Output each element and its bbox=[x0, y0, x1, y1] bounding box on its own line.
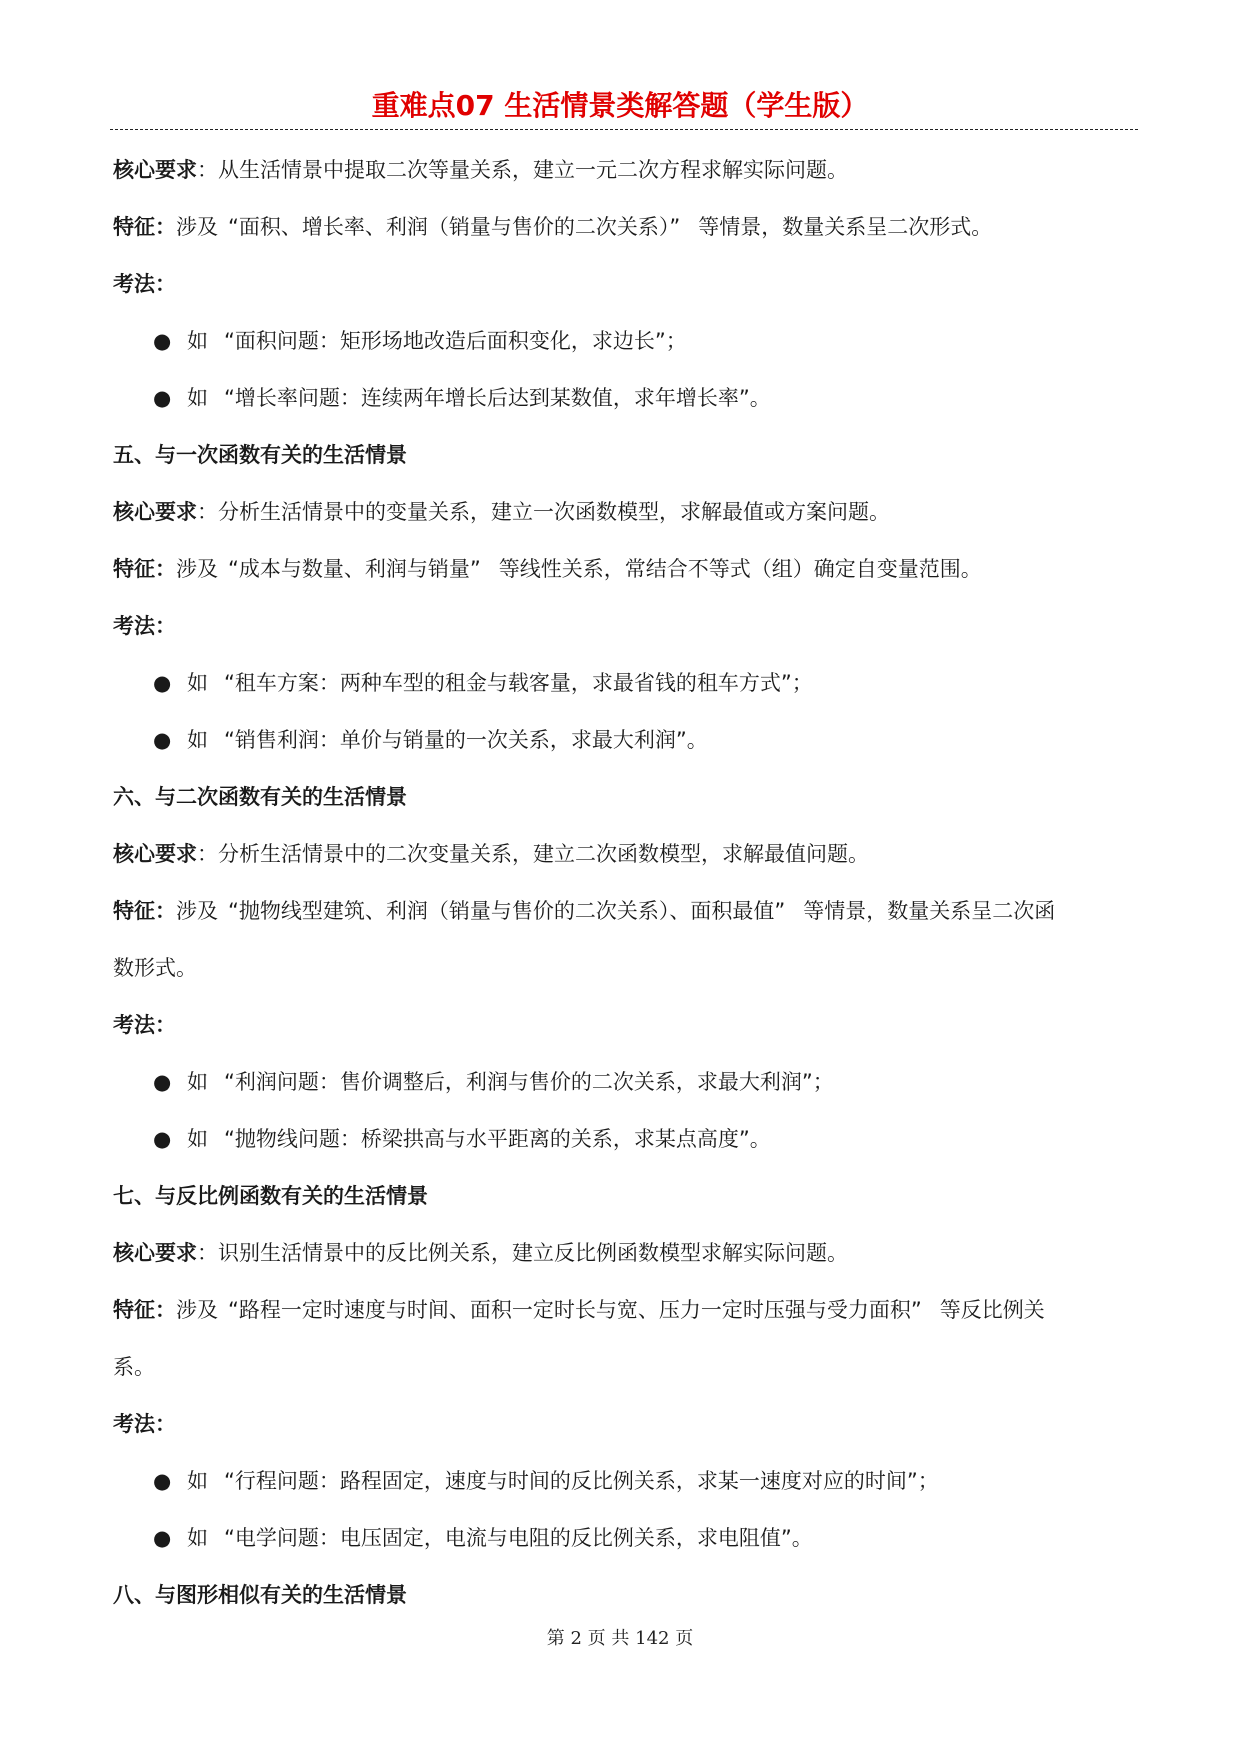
feature-quote: “抛物线型建筑、利润（销量与售价的二次关系）、面积最值” bbox=[228, 899, 786, 923]
list-item: ● 如 “电学问题：电压固定，电流与电阻的反比例关系，求电阻值”。 bbox=[113, 1510, 1133, 1567]
core-text: 从生活情景中提取二次等量关系，建立一元二次方程求解实际问题。 bbox=[218, 158, 848, 182]
page-title: 重难点07 生活情景类解答题（学生版） bbox=[371, 89, 869, 122]
feature-label: 特征： bbox=[113, 899, 176, 923]
list-item: ● 如 “销售利润：单价与销量的一次关系，求最大利润”。 bbox=[113, 712, 1133, 769]
list-item: ● 如 “利润问题：售价调整后，利润与售价的二次关系，求最大利润”； bbox=[113, 1054, 1133, 1111]
feature-label: 特征： bbox=[113, 1298, 176, 1322]
core-label: 核心要求 bbox=[113, 500, 197, 524]
core-label: 核心要求 bbox=[113, 158, 197, 182]
method-label: 考法： bbox=[113, 1013, 176, 1037]
section-heading-6: 六、与二次函数有关的生活情景 bbox=[113, 785, 407, 809]
list-item: ● 如 “增长率问题：连续两年增长后达到某数值，求年增长率”。 bbox=[113, 370, 1133, 427]
feature-line: 特征：涉及 “面积、增长率、利润（销量与售价的二次关系）” 等情景，数量关系呈二次形式。 bbox=[113, 215, 993, 239]
document-body bbox=[113, 142, 1133, 1624]
core-text: 分析生活情景中的变量关系，建立一次函数模型，求解最值或方案问题。 bbox=[218, 500, 890, 524]
method-label: 考法： bbox=[113, 614, 176, 638]
method-label: 考法： bbox=[113, 1412, 176, 1436]
bullet-icon: ● bbox=[153, 329, 172, 353]
core-requirement-line: 核心要求：从生活情景中提取二次等量关系，建立一元二次方程求解实际问题。 bbox=[113, 158, 848, 182]
bullet-icon: ● bbox=[153, 1127, 172, 1151]
section-heading-5: 五、与一次函数有关的生活情景 bbox=[113, 443, 407, 467]
bullet-icon: ● bbox=[153, 1070, 172, 1094]
section-heading-7: 七、与反比例函数有关的生活情景 bbox=[113, 1184, 428, 1208]
core-requirement-line: 核心要求：分析生活情景中的二次变量关系，建立二次函数模型，求解最值问题。 bbox=[113, 842, 869, 866]
core-requirement-line: 核心要求：识别生活情景中的反比例关系，建立反比例函数模型求解实际问题。 bbox=[113, 1241, 848, 1265]
core-label: 核心要求 bbox=[113, 842, 197, 866]
bullet-icon: ● bbox=[153, 1526, 172, 1550]
list-item: ● 如 “面积问题：矩形场地改造后面积变化，求边长”； bbox=[113, 313, 1133, 370]
core-requirement-line: 核心要求：分析生活情景中的变量关系，建立一次函数模型，求解最值或方案问题。 bbox=[113, 500, 890, 524]
section-heading-8: 八、与图形相似有关的生活情景 bbox=[113, 1583, 407, 1607]
list-item: ● 如 “行程问题：路程固定，速度与时间的反比例关系，求某一速度对应的时间”； bbox=[113, 1453, 1133, 1510]
feature-line-continued: 系。 bbox=[113, 1355, 155, 1379]
feature-line: 特征：涉及 “抛物线型建筑、利润（销量与售价的二次关系）、面积最值” 等情景，数量关系呈二次函 bbox=[113, 899, 1056, 923]
core-text: 分析生活情景中的二次变量关系，建立二次函数模型，求解最值问题。 bbox=[218, 842, 869, 866]
feature-label: 特征： bbox=[113, 557, 176, 581]
page-number: 第 2 页 共 142 页 bbox=[546, 1628, 694, 1649]
bullet-icon: ● bbox=[153, 386, 172, 410]
feature-line: 特征：涉及 “成本与数量、利润与销量” 等线性关系，常结合不等式（组）确定自变量范围。 bbox=[113, 557, 982, 581]
core-text: 识别生活情景中的反比例关系，建立反比例函数模型求解实际问题。 bbox=[218, 1241, 848, 1265]
feature-label: 特征： bbox=[113, 215, 176, 239]
list-item: ● 如 “租车方案：两种车型的租金与载客量，求最省钱的租车方式”； bbox=[113, 655, 1133, 712]
bullet-icon: ● bbox=[153, 1469, 172, 1493]
feature-quote: “面积、增长率、利润（销量与售价的二次关系）” bbox=[228, 215, 681, 239]
core-label: 核心要求 bbox=[113, 1241, 197, 1265]
feature-quote: “路程一定时速度与时间、面积一定时长与宽、压力一定时压强与受力面积” bbox=[228, 1298, 922, 1322]
header-divider bbox=[110, 129, 1138, 130]
list-item: ● 如 “抛物线问题：桥梁拱高与水平距离的关系，求某点高度”。 bbox=[113, 1111, 1133, 1168]
bullet-icon: ● bbox=[153, 728, 172, 752]
feature-line: 特征：涉及 “路程一定时速度与时间、面积一定时长与宽、压力一定时压强与受力面积” 等反比例关 bbox=[113, 1298, 1045, 1322]
feature-line-continued: 数形式。 bbox=[113, 956, 197, 980]
method-label: 考法： bbox=[113, 272, 176, 296]
feature-quote: “成本与数量、利润与销量” bbox=[228, 557, 481, 581]
bullet-icon: ● bbox=[153, 671, 172, 695]
